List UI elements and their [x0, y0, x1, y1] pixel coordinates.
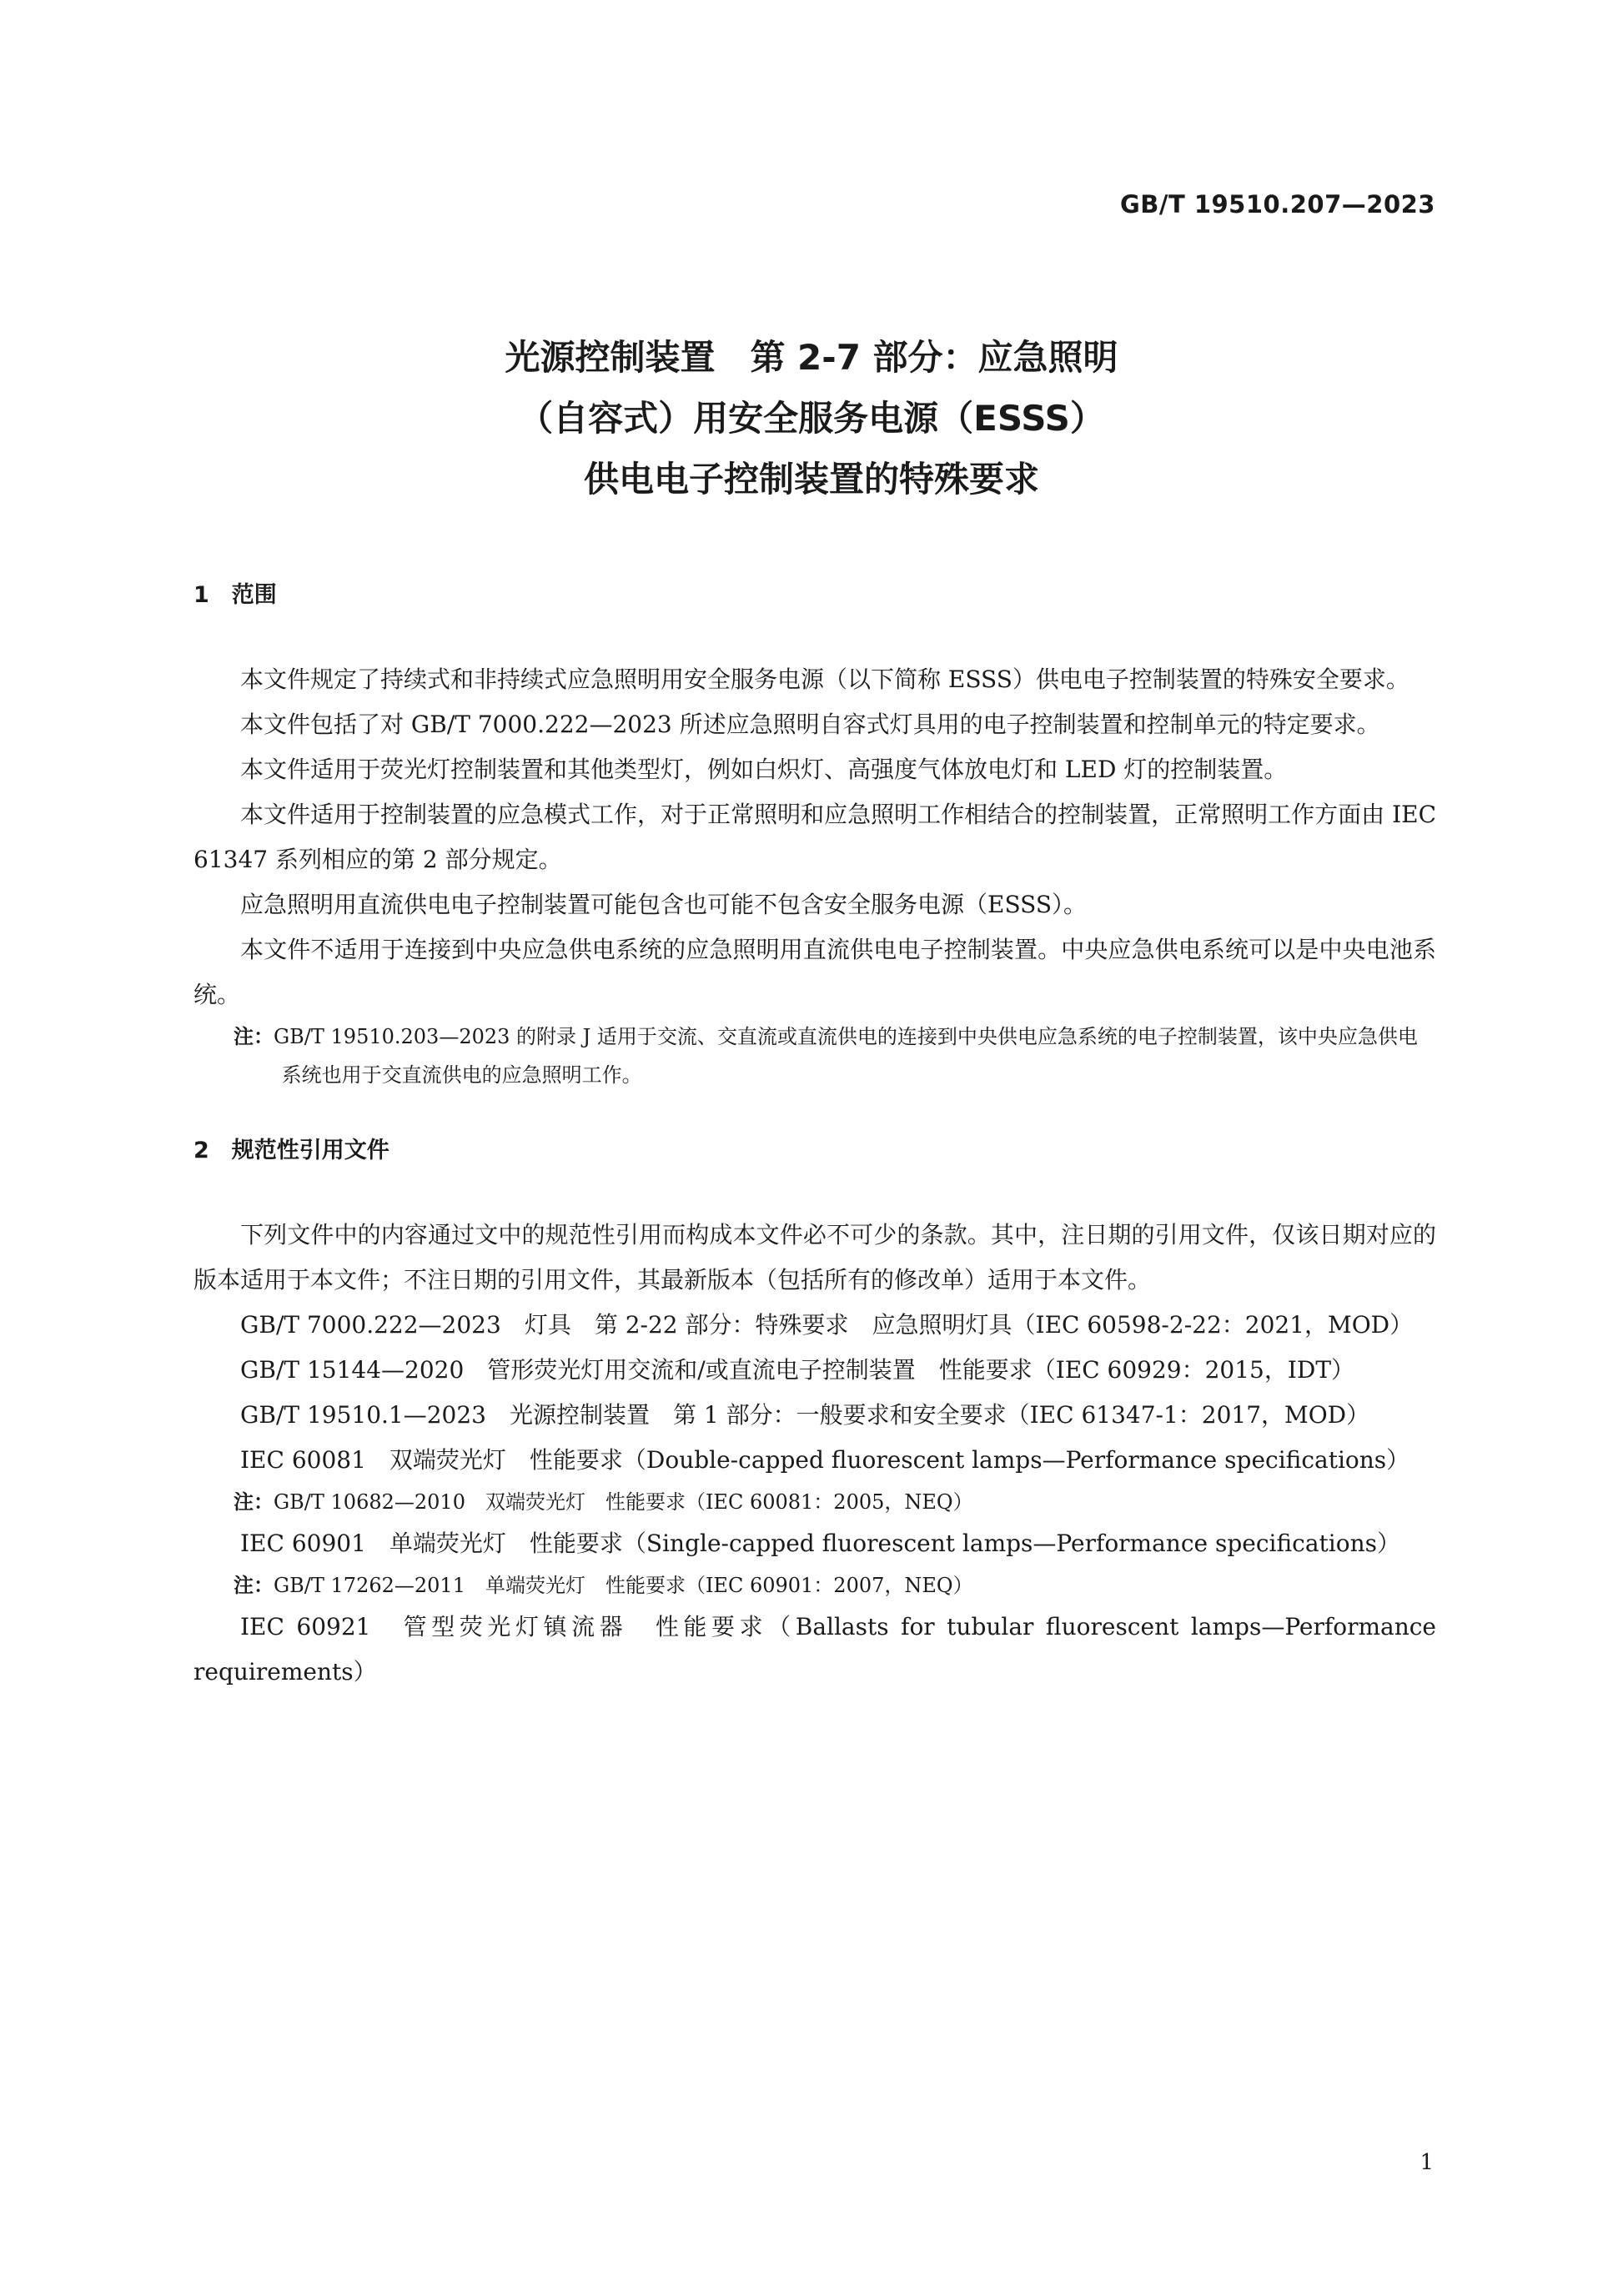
scope-paragraph-5: 应急照明用直流供电电子控制装置可能包含也可能不包含安全服务电源（ESSS）。 [240, 891, 1088, 918]
scope-paragraph-4: 本文件适用于控制装置的应急模式工作，对于正常照明和应急照明工作相结合的控制装置，正常照明工作方面由 IEC 61347 系列相应的第 2 部分规定。 [193, 801, 1436, 873]
document-title [0, 327, 1623, 510]
references-intro: 下列文件中的内容通过文中的规范性引用而构成本文件必不可少的条款。其中，注日期的引用文件，仅该日期对应的版本适用于本文件；不注日期的引用文件，其最新版本（包括所有的修改单）适用于本文件。 [193, 1221, 1436, 1294]
reference-note-2 [193, 1566, 1436, 1605]
note-text: GB/T 10682—2010 双端荧光灯 性能要求（IEC 60081：2005，NEQ） [274, 1490, 973, 1514]
note-label: 注： [234, 1024, 274, 1048]
scope-paragraph-1: 本文件规定了持续式和非持续式应急照明用安全服务电源（以下简称 ESSS）供电电子控制装置的特殊安全要求。 [240, 666, 1409, 693]
scope-paragraph-6: 本文件不适用于连接到中央应急供电系统的应急照明用直流供电电子控制装置。中央应急供电系统可以是中央电池系统。 [193, 936, 1436, 1008]
scope-note [193, 1017, 1436, 1094]
standard-number: GB/T 19510.207—2023 [1119, 190, 1435, 219]
note-label: 注： [234, 1573, 274, 1597]
note-label: 注： [234, 1490, 274, 1514]
section-1-heading: 1 范围 [193, 582, 277, 608]
reference-item: GB/T 7000.222—2023 灯具 第 2-22 部分：特殊要求 应急照明灯具（IEC 60598-2-22：2021，MOD） [240, 1311, 1414, 1339]
reference-item: IEC 60081 双端荧光灯 性能要求（Double-capped fluorescent lamps—Performance specifications） [240, 1446, 1410, 1474]
note-text: GB/T 19510.203—2023 的附录 J 适用于交流、交直流或直流供电的连接到中央供电应急系统的电子控制装置，该中央应急供电系统也用于交直流供电的应急照明工作。 [274, 1025, 1418, 1087]
document-body [193, 575, 1436, 1695]
page-number: 1 [1419, 2150, 1434, 2175]
reference-item: GB/T 15144—2020 管形荧光灯用交流和/或直流电子控制装置 性能要求（IEC 60929：2015，IDT） [240, 1356, 1355, 1384]
reference-item: IEC 60901 单端荧光灯 性能要求（Single-capped fluorescent lamps—Performance specifications） [240, 1530, 1401, 1557]
reference-item: GB/T 19510.1—2023 光源控制装置 第 1 部分：一般要求和安全要求（IEC 61347-1：2017，MOD） [240, 1401, 1370, 1429]
reference-note-1 [193, 1483, 1436, 1521]
note-text: GB/T 17262—2011 单端荧光灯 性能要求（IEC 60901：2007，NEQ） [274, 1574, 973, 1597]
scope-paragraph-2: 本文件包括了对 GB/T 7000.222—2023 所述应急照明自容式灯具用的电子控制装置和控制单元的特定要求。 [240, 711, 1380, 738]
section-2-heading: 2 规范性引用文件 [193, 1138, 389, 1163]
scope-paragraph-3: 本文件适用于荧光灯控制装置和其他类型灯，例如白炽灯、高强度气体放电灯和 LED 灯的控制装置。 [240, 756, 1288, 783]
title-line-3: 供电电子控制装置的特殊要求 [583, 459, 1039, 500]
title-line-2: （自容式）用安全服务电源（ESSS） [518, 398, 1105, 439]
title-line-1: 光源控制装置 第 2-7 部分：应急照明 [505, 337, 1118, 378]
reference-item: IEC 60921 管型荧光灯镇流器 性能要求（Ballasts for tubular fluorescent lamps—Performance requirements） [193, 1613, 1436, 1686]
